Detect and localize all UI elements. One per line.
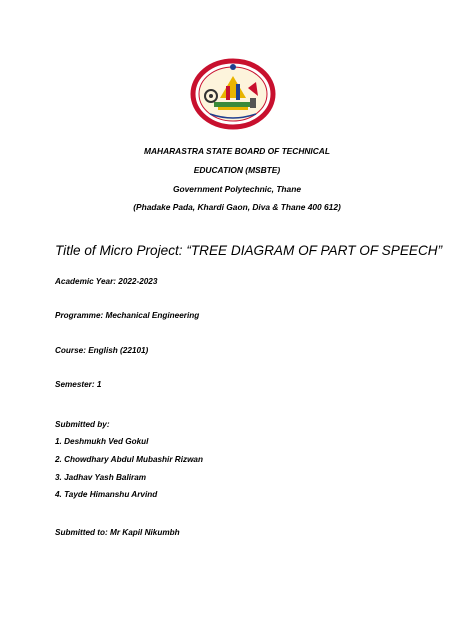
submitted-by-label: Submitted by: (55, 420, 110, 429)
project-title: Title of Micro Project: “TREE DIAGRAM OF PART OF SPEECH” (55, 243, 443, 258)
member-item: 4. Tayde Himanshu Arvind (55, 490, 158, 499)
semester: Semester: 1 (55, 380, 102, 389)
board-name-line2: EDUCATION (MSBTE) (193, 165, 281, 175)
institution-logo-icon (190, 58, 276, 130)
board-name-line1: MAHARASTRA STATE BOARD OF TECHNICAL (144, 146, 330, 156)
institute-name: Government Polytechnic, Thane (173, 184, 301, 194)
member-item: 3. Jadhav Yash Baliram (55, 473, 147, 482)
programme: Programme: Mechanical Engineering (55, 311, 200, 320)
submitted-to: Submitted to: Mr Kapil Nikumbh (55, 528, 180, 537)
institute-address: (Phadake Pada, Khardi Gaon, Diva & Thane 400 612) (133, 202, 341, 212)
academic-year: Academic Year: 2022-2023 (55, 277, 158, 286)
member-item: 1. Deshmukh Ved Gokul (55, 437, 149, 446)
member-item: 2. Chowdhary Abdul Mubashir Rizwan (55, 455, 203, 464)
course: Course: English (22101) (55, 346, 149, 355)
